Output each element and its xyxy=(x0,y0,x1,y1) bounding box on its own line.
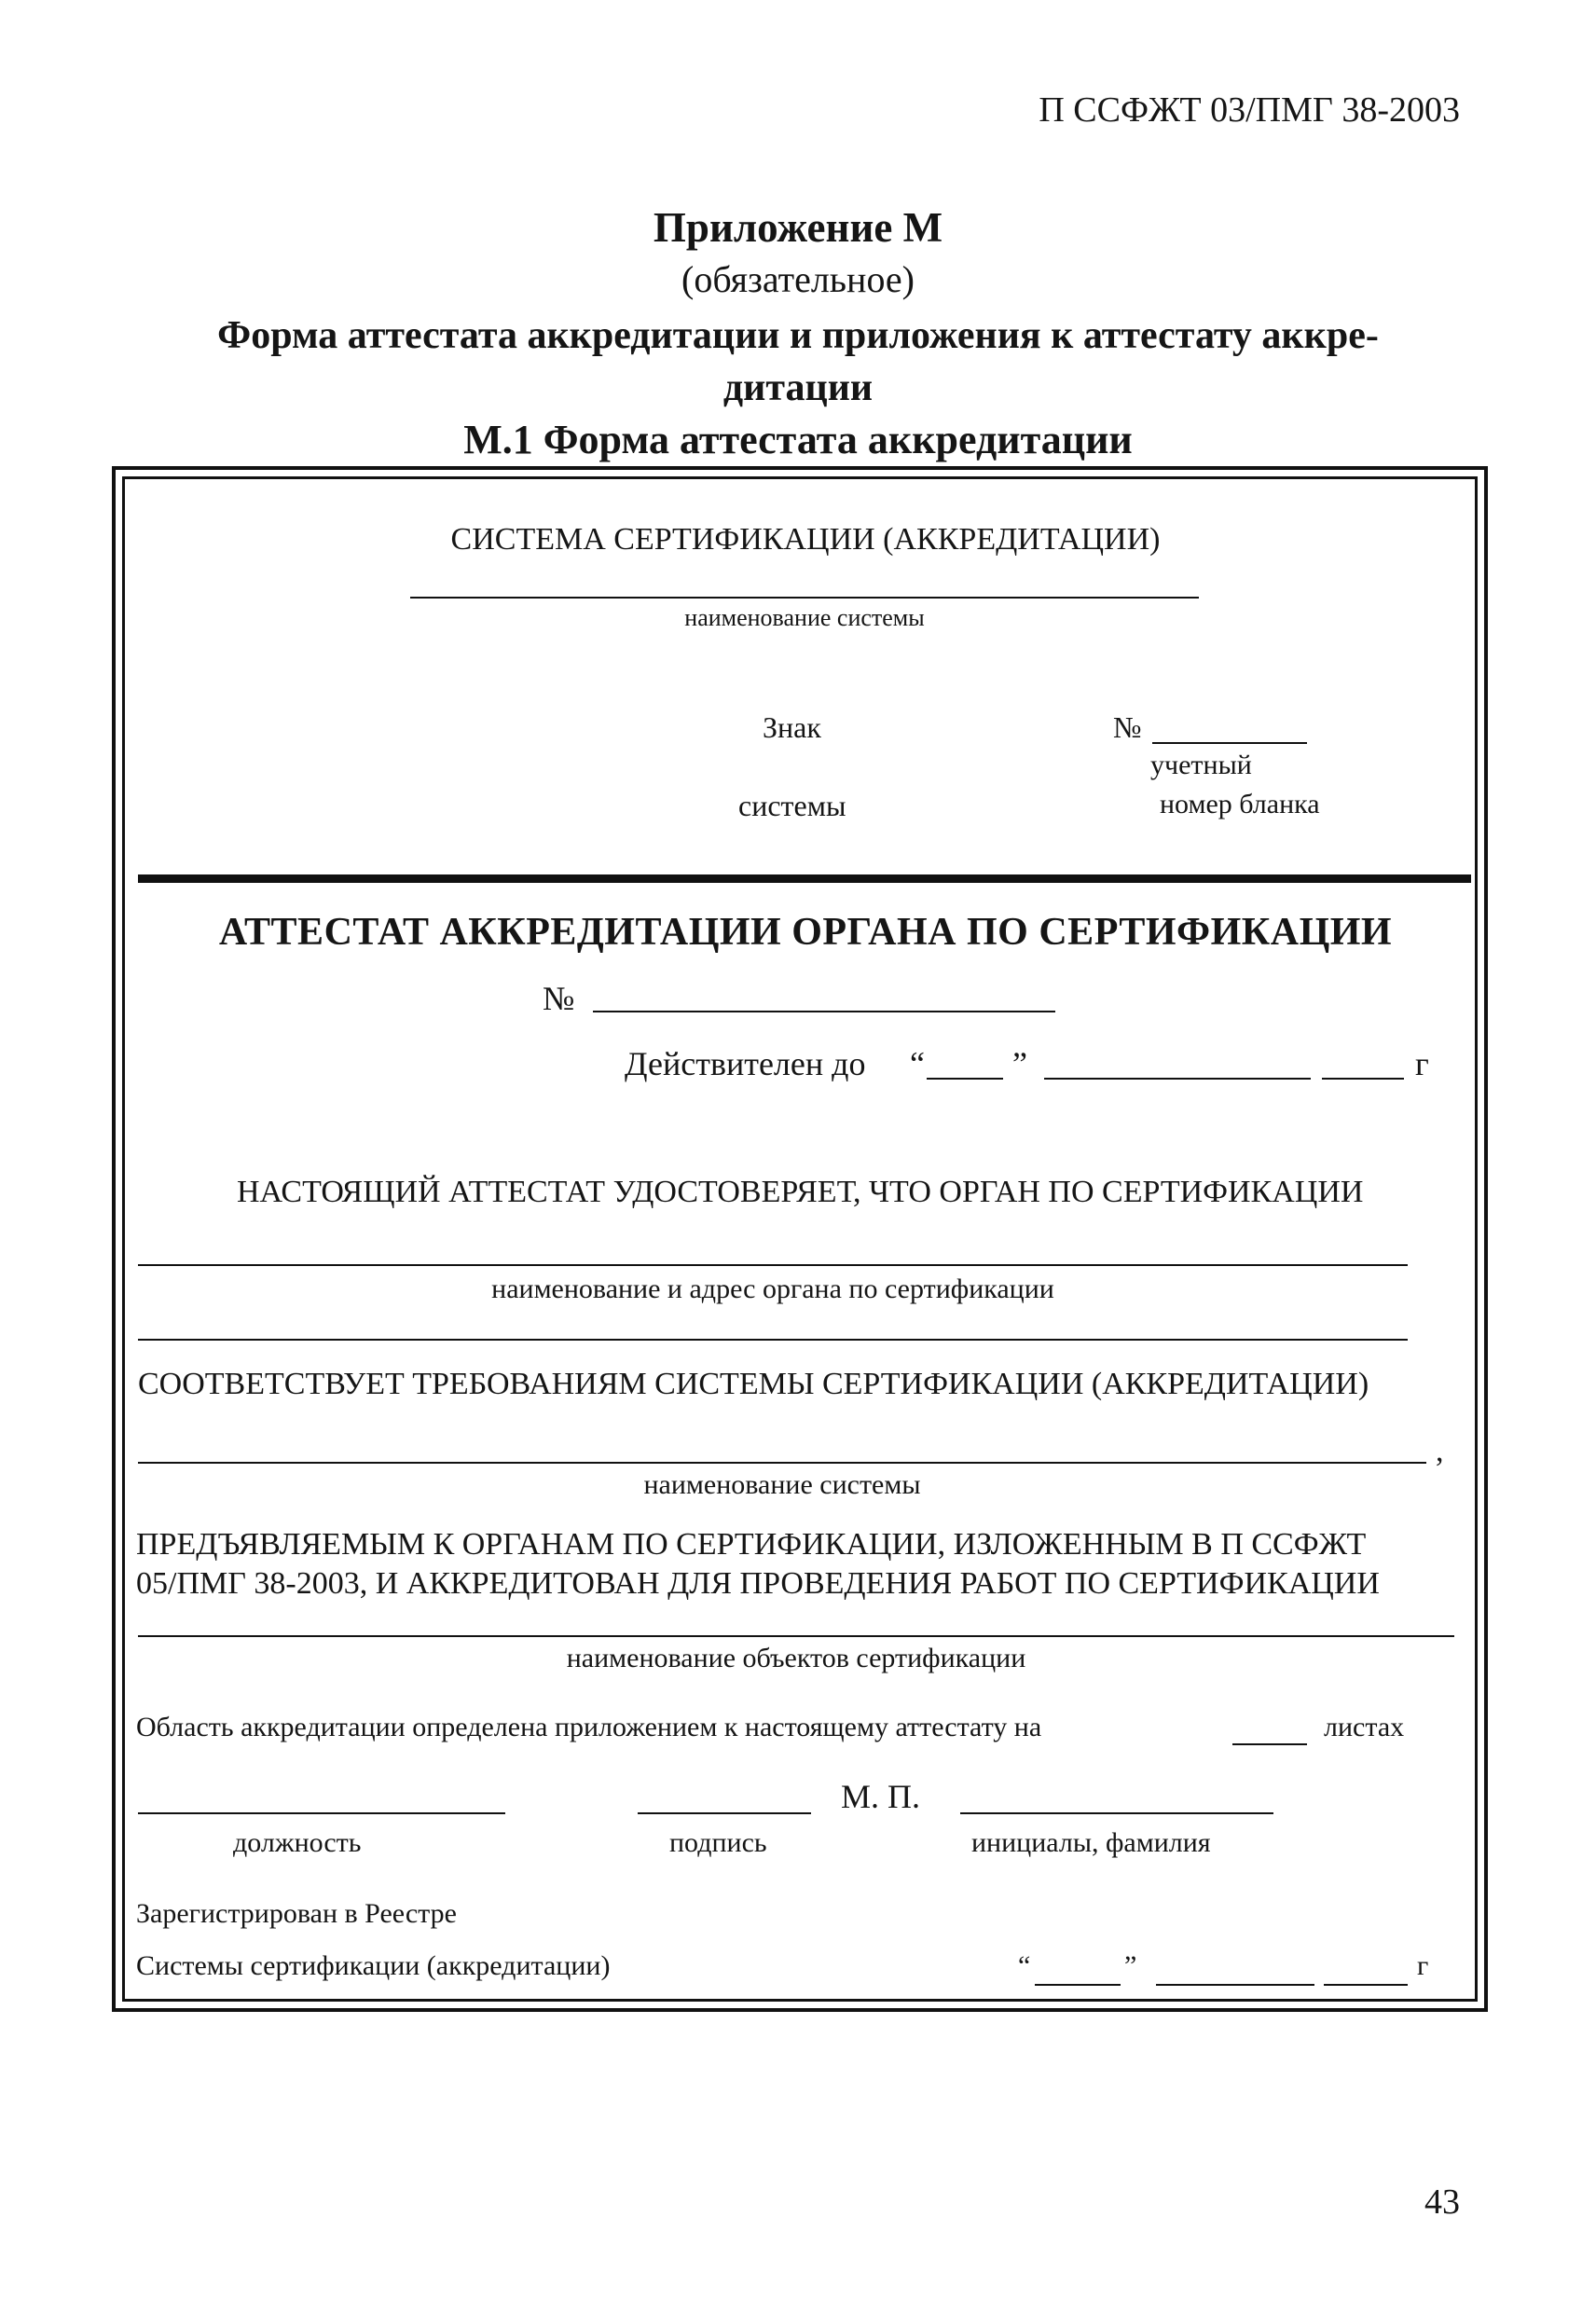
blank-number-caption-2: номер бланка xyxy=(1160,789,1320,819)
section-title: М.1 Форма аттестата аккредитации xyxy=(463,417,1133,462)
requirements-line-1: ПРЕДЪЯВЛЯЕМЫМ К ОРГАНАМ ПО СЕРТИФИКАЦИИ, ИЗЛОЖЕННЫМ В П ССФЖТ xyxy=(136,1527,1367,1562)
system-name-caption-2: наименование системы xyxy=(643,1469,921,1500)
certificate-number-symbol: № xyxy=(543,980,575,1017)
section-separator xyxy=(138,874,1471,883)
scope-sheets-label: листах xyxy=(1324,1712,1405,1742)
appendix-subject-line-1: Форма аттестата аккредитации и приложения к аттестату аккре- xyxy=(217,314,1379,357)
signature-caption: подпись xyxy=(669,1827,767,1858)
blank-number-caption-1: учетный xyxy=(1150,750,1252,780)
appendix-status: (обязательное) xyxy=(681,258,915,300)
certificate-number-line xyxy=(593,1011,1055,1012)
registered-day-line xyxy=(1035,1984,1121,1986)
position-caption: должность xyxy=(233,1827,362,1858)
scope-text: Область аккредитации определена приложением к настоящему аттестату на xyxy=(136,1712,1042,1742)
registered-quote-open: “ xyxy=(1018,1950,1031,1981)
valid-until-quote-open: “ xyxy=(910,1045,925,1082)
attests-text: НАСТОЯЩИЙ АТТЕСТАТ УДОСТОВЕРЯЕТ, ЧТО ОРГАН ПО СЕРТИФИКАЦИИ xyxy=(237,1175,1364,1209)
body-address-line xyxy=(138,1339,1408,1341)
blank-number-line xyxy=(1152,742,1307,744)
scope-sheets-line xyxy=(1232,1743,1307,1745)
complies-text: СООТВЕТСТВУЕТ ТРЕБОВАНИЯМ СИСТЕМЫ СЕРТИФИКАЦИИ (АККРЕДИТАЦИИ) xyxy=(138,1367,1369,1401)
registered-year-suffix: г xyxy=(1417,1950,1429,1981)
certificate-title: АТТЕСТАТ АККРЕДИТАЦИИ ОРГАНА ПО СЕРТИФИКАЦИИ xyxy=(218,911,1393,954)
objects-line xyxy=(138,1635,1454,1637)
certificate-frame-inner xyxy=(122,476,1478,2002)
valid-until-day-line xyxy=(927,1078,1003,1080)
body-name-caption: наименование и адрес органа по сертификации xyxy=(491,1274,1054,1304)
valid-until-year-suffix: г xyxy=(1415,1045,1429,1082)
valid-until-month-line xyxy=(1044,1078,1311,1080)
appendix-title: Приложение М xyxy=(653,204,943,251)
registered-month-line xyxy=(1156,1984,1314,1986)
system-heading: СИСТЕМА СЕРТИФИКАЦИИ (АККРЕДИТАЦИИ) xyxy=(450,522,1161,557)
registered-line-2: Системы сертификации (аккредитации) xyxy=(136,1950,611,1981)
registered-quote-close: ” xyxy=(1124,1950,1137,1981)
blank-number-symbol: № xyxy=(1113,710,1142,744)
system-name-caption: наименование системы xyxy=(684,604,925,631)
system-name-line xyxy=(410,597,1199,599)
page-number: 43 xyxy=(1424,2182,1460,2222)
system-sign-label-2: системы xyxy=(738,789,846,822)
registered-year-line xyxy=(1324,1984,1408,1986)
name-caption: инициалы, фамилия xyxy=(971,1827,1211,1858)
appendix-subject-line-2: дитации xyxy=(722,366,874,409)
body-name-line xyxy=(138,1264,1408,1266)
valid-until-quote-close: ” xyxy=(1012,1045,1027,1082)
document-code: П ССФЖТ 03/ПМГ 38-2003 xyxy=(1039,90,1460,130)
signature-line xyxy=(638,1812,811,1814)
name-line xyxy=(960,1812,1273,1814)
system-name-line-2 xyxy=(138,1462,1426,1464)
system-name-comma: , xyxy=(1436,1434,1444,1468)
requirements-line-2: 05/ПМГ 38-2003, И АККРЕДИТОВАН ДЛЯ ПРОВЕДЕНИЯ РАБОТ ПО СЕРТИФИКАЦИИ xyxy=(136,1566,1380,1601)
system-sign-label-1: Знак xyxy=(763,710,821,744)
objects-caption: наименование объектов сертификации xyxy=(566,1643,1026,1673)
registered-line-1: Зарегистрирован в Реестре xyxy=(136,1898,457,1929)
seal-label: М. П. xyxy=(841,1778,921,1815)
valid-until-year-line xyxy=(1322,1078,1404,1080)
position-line xyxy=(138,1812,505,1814)
valid-until-label: Действителен до xyxy=(625,1045,866,1082)
